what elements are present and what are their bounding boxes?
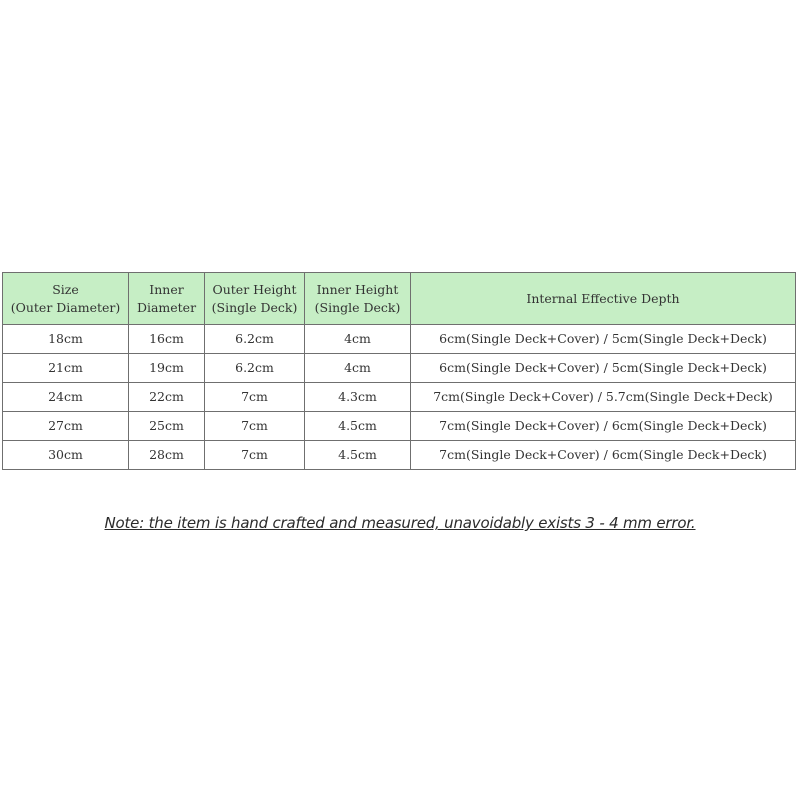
cell-inner-diameter: 25cm bbox=[129, 412, 205, 441]
cell-size: 24cm bbox=[3, 383, 129, 412]
header-label: (Single Deck) bbox=[314, 299, 401, 315]
cell-outer-height: 7cm bbox=[205, 441, 305, 470]
cell-size: 27cm bbox=[3, 412, 129, 441]
cell-outer-height: 6.2cm bbox=[205, 325, 305, 354]
header-label: Internal Effective Depth bbox=[526, 290, 680, 306]
header-outer-height bbox=[205, 273, 305, 325]
table-row bbox=[3, 354, 796, 383]
cell-inner-height: 4cm bbox=[305, 354, 411, 383]
header-label: Outer Height bbox=[212, 281, 297, 297]
cell-inner-height: 4.5cm bbox=[305, 441, 411, 470]
table-header-row bbox=[3, 273, 796, 325]
header-size bbox=[3, 273, 129, 325]
header-internal-depth bbox=[411, 273, 796, 325]
table-row bbox=[3, 325, 796, 354]
header-label: Size bbox=[52, 281, 79, 297]
cell-inner-height: 4cm bbox=[305, 325, 411, 354]
cell-size: 18cm bbox=[3, 325, 129, 354]
cell-inner-height: 4.3cm bbox=[305, 383, 411, 412]
cell-inner-diameter: 16cm bbox=[129, 325, 205, 354]
cell-inner-height: 4.5cm bbox=[305, 412, 411, 441]
header-inner-diameter bbox=[129, 273, 205, 325]
measurement-note bbox=[0, 514, 800, 532]
cell-inner-diameter: 28cm bbox=[129, 441, 205, 470]
cell-outer-height: 7cm bbox=[205, 383, 305, 412]
header-label: (Single Deck) bbox=[211, 299, 298, 315]
header-label: Inner bbox=[149, 281, 184, 297]
header-label: Diameter bbox=[136, 299, 197, 315]
header-label: Inner Height bbox=[316, 281, 399, 297]
cell-internal-depth: 6cm(Single Deck+Cover) / 5cm(Single Deck+Deck) bbox=[411, 325, 796, 354]
table-row bbox=[3, 412, 796, 441]
table-row bbox=[3, 441, 796, 470]
cell-inner-diameter: 19cm bbox=[129, 354, 205, 383]
header-label: (Outer Diameter) bbox=[10, 299, 121, 315]
cell-inner-diameter: 22cm bbox=[129, 383, 205, 412]
cell-internal-depth: 7cm(Single Deck+Cover) / 5.7cm(Single Deck+Deck) bbox=[411, 383, 796, 412]
cell-outer-height: 6.2cm bbox=[205, 354, 305, 383]
cell-internal-depth: 6cm(Single Deck+Cover) / 5cm(Single Deck+Deck) bbox=[411, 354, 796, 383]
cell-internal-depth: 7cm(Single Deck+Cover) / 6cm(Single Deck+Deck) bbox=[411, 412, 796, 441]
size-table bbox=[2, 272, 796, 470]
cell-size: 21cm bbox=[3, 354, 129, 383]
note-text: Note: the item is hand crafted and measured, unavoidably exists 3 - 4 mm error. bbox=[104, 514, 696, 532]
table-row bbox=[3, 383, 796, 412]
cell-size: 30cm bbox=[3, 441, 129, 470]
cell-outer-height: 7cm bbox=[205, 412, 305, 441]
cell-internal-depth: 7cm(Single Deck+Cover) / 6cm(Single Deck+Deck) bbox=[411, 441, 796, 470]
header-inner-height bbox=[305, 273, 411, 325]
